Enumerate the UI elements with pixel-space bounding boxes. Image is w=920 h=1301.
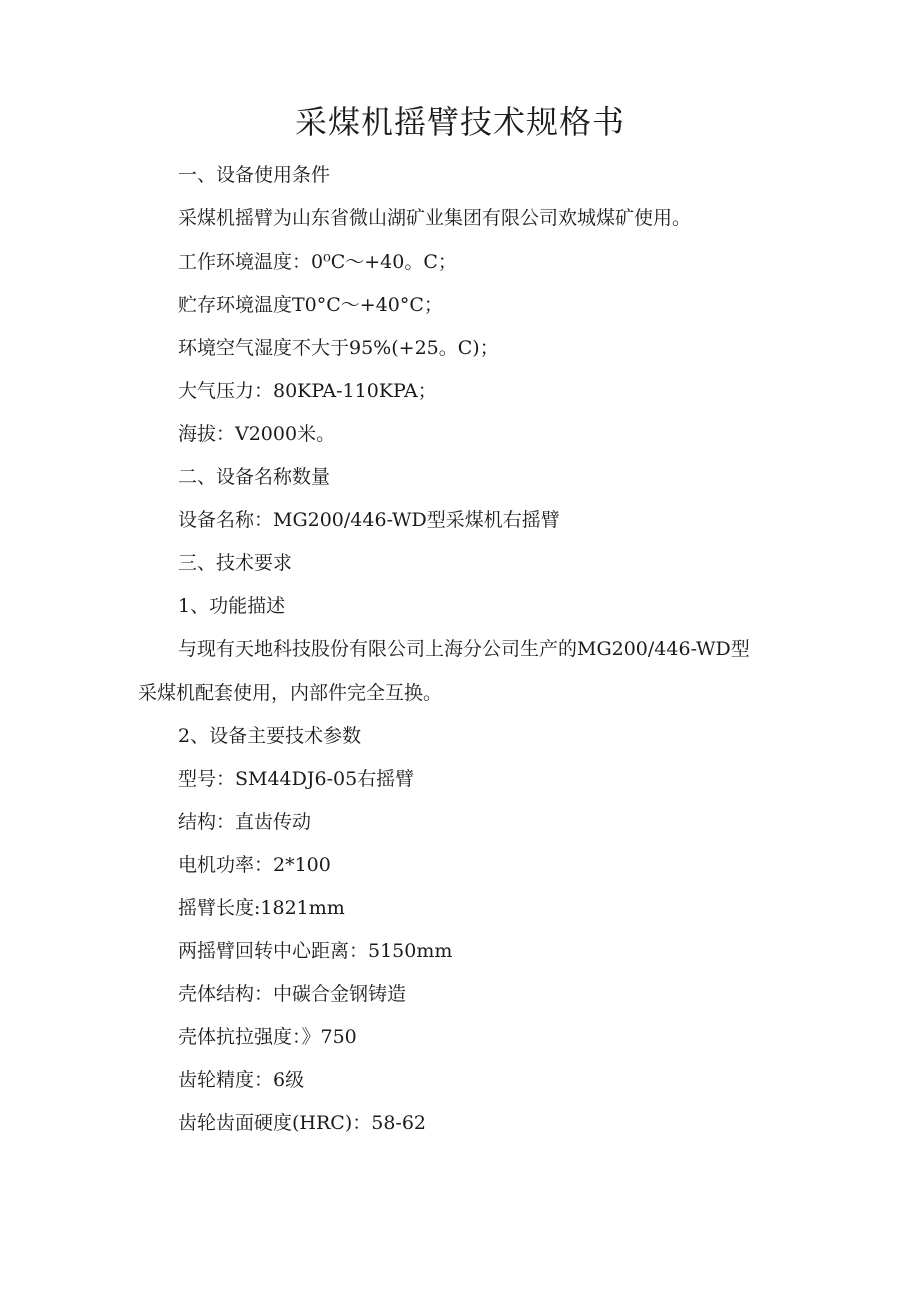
- equipment-name-text: 设备名称：MG200/446-WD型采煤机右摇臂: [178, 509, 560, 531]
- param-structure: 结构：直齿传动: [178, 811, 312, 833]
- subsection-heading-function: 1、功能描述: [178, 595, 286, 617]
- param-housing-structure: 壳体结构：中碳合金钢铸造: [178, 983, 407, 1005]
- param-gear-hardness: 齿轮齿面硬度(HRC)：58-62: [178, 1112, 427, 1134]
- param-model: 型号：SM44DJ6-05右摇臂: [178, 768, 415, 790]
- subsection-heading-parameters: 2、设备主要技术参数: [178, 725, 362, 747]
- storage-temperature-text: 贮存环境温度T0°C～+40°C；: [178, 294, 443, 316]
- humidity-text: 环境空气湿度不大于95%(+25。C)；: [178, 337, 499, 359]
- section-heading-technical-requirements: 三、技术要求: [178, 552, 293, 574]
- function-description-line-1: 与现有天地科技股份有限公司上海分公司生产的MG200/446-WD型: [178, 638, 750, 660]
- air-pressure-text: 大气压力：80KPA-110KPA；: [178, 380, 437, 402]
- working-temperature-text: 工作环境温度：0⁰C～+40。C；: [178, 251, 457, 273]
- param-gear-precision: 齿轮精度：6级: [178, 1069, 305, 1091]
- param-motor-power: 电机功率：2*100: [178, 854, 331, 876]
- section-heading-equipment-name: 二、设备名称数量: [178, 466, 331, 488]
- usage-location-text: 采煤机摇臂为山东省微山湖矿业集团有限公司欢城煤矿使用。: [178, 207, 692, 229]
- document-title: 采煤机摇臂技术规格书: [294, 103, 625, 141]
- param-rotation-center-distance: 两摇臂回转中心距离：5150mm: [178, 940, 453, 962]
- altitude-text: 海拔：V2000米。: [178, 423, 336, 445]
- param-housing-tensile-strength: 壳体抗拉强度：》750: [178, 1026, 357, 1048]
- param-arm-length: 摇臂长度:1821mm: [178, 897, 345, 919]
- section-heading-usage-conditions: 一、设备使用条件: [178, 164, 331, 186]
- function-description-line-2: 采煤机配套使用，内部件完全互换。: [138, 682, 443, 704]
